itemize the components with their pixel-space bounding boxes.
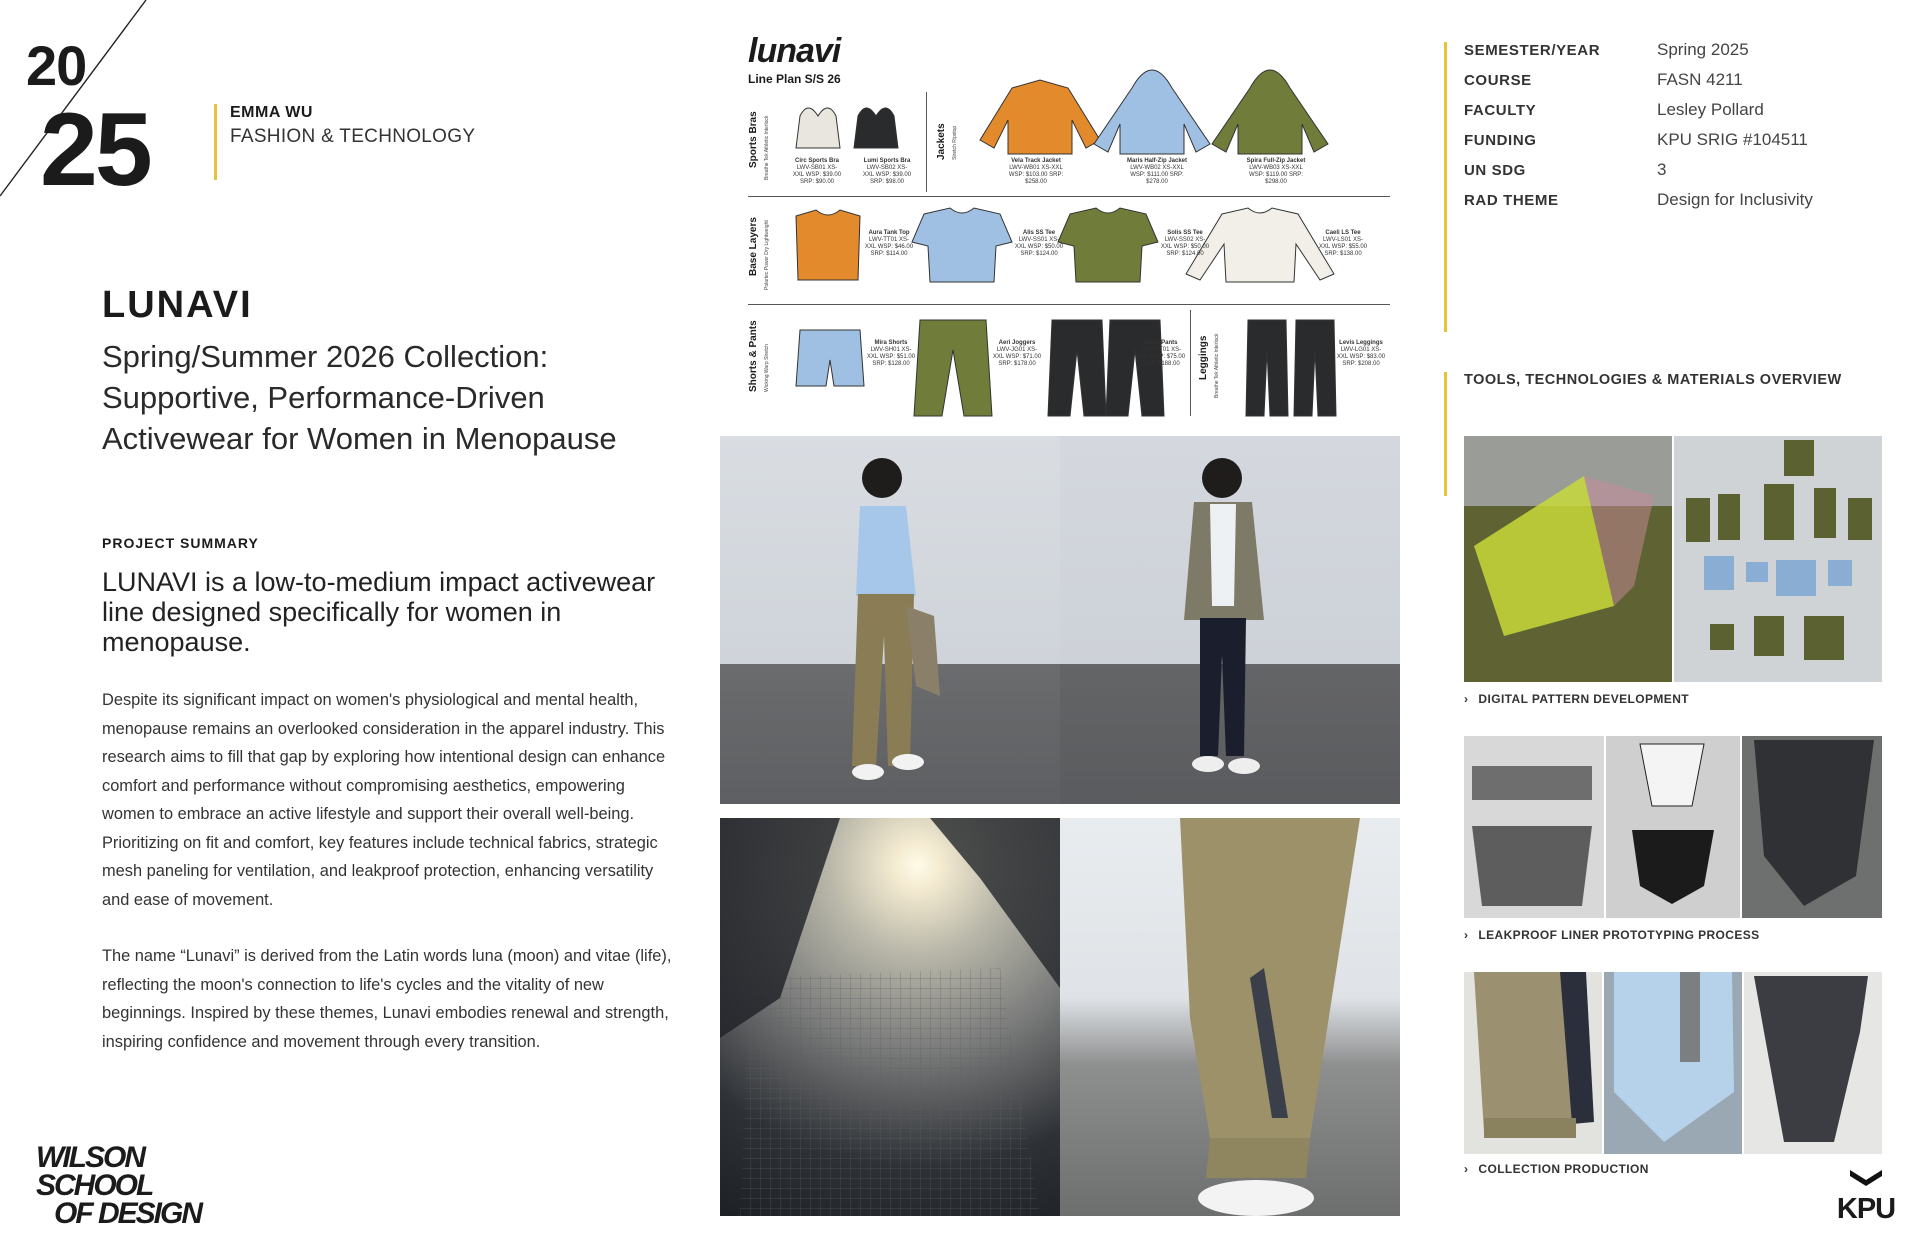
row-label-shorts-pants: Shorts & Pants [748,320,759,392]
row-fabric-jackets: Stretch Ripstop [952,125,958,160]
author-name: EMMA WU [230,104,313,121]
product-label: Vireo Pants LWV-PT01 XS-XXL WSP: $75.00 SRP: $188.00 [1136,340,1186,367]
info-key-un-sdg: UN SDG [1464,162,1526,179]
product-label: Circ Sports Bra LWV-SB01 XS-XXL WSP: $39.00 SRP: $90.00 [792,158,842,185]
caption-collection-production: › COLLECTION PRODUCTION [1464,1162,1649,1176]
bottoms-sketch [796,320,1336,416]
project-title: LUNAVI [102,284,253,326]
jogger-vent-detail-photo [1060,818,1400,1216]
year-top-digits: 20 [26,34,87,97]
kpu-crest-icon [1846,1168,1886,1190]
author-accent-bar [214,104,217,180]
info-key-faculty: FACULTY [1464,102,1537,119]
info-value-course: FASN 4211 [1657,70,1743,89]
info-key-semester: SEMESTER/YEAR [1464,42,1601,59]
tools-accent-bar [1444,372,1447,496]
product-label: Vela Track Jacket LWV-WB01 XS-XXL WSP: $103.00 SRP: $258.00 [1008,158,1064,185]
author-program: FASHION & TECHNOLOGY [230,126,476,147]
line-plan-title: Line Plan S/S 26 [748,72,841,86]
product-label: Solis SS Tee LWV-SS02 XS-XXL WSP: $50.00 SRP: $124.00 [1160,230,1210,257]
row-label-leggings: Leggings [1198,335,1209,380]
mesh-detail-photo [720,818,1060,1216]
info-value-un-sdg: 3 [1657,160,1667,179]
year-bottom-digits: 25 [40,92,150,208]
product-label: Caeli LS Tee LWV-LS01 XS-XXL WSP: $55.00 SRP: $138.00 [1318,230,1368,257]
tools-heading: TOOLS, TECHNOLOGIES & MATERIALS OVERVIEW [1464,372,1842,388]
caption-leakproof-liner: › LEAKPROOF LINER PROTOTYPING PROCESS [1464,928,1760,942]
row-fabric-sports-bras: Breathe Tek Athletic Interlock [764,115,770,180]
logo-line: OF DESIGN [54,1197,202,1230]
info-value-semester: Spring 2025 [1657,40,1749,59]
info-value-faculty: Lesley Pollard [1657,100,1764,119]
collection-production-image [1464,972,1882,1154]
summary-heading: PROJECT SUMMARY [102,535,259,551]
info-value-rad-theme: Design for Inclusivity [1657,190,1813,209]
summary-lead: LUNAVI is a low-to-medium impact activewear line designed specifically for women in menopause. [102,567,656,657]
info-key-course: COURSE [1464,72,1532,89]
sports-bra-sketch [796,108,898,148]
row-label-base-layers: Base Layers [748,217,759,276]
project-subtitle: Spring/Summer 2026 Collection: Supportive, Performance-Driven Activewear for Women in Menopause [102,339,617,456]
product-label: Aura Tank Top LWV-TT01 XS-XXL WSP: $46.00 SRP: $114.00 [864,230,914,257]
kpu-logo [1836,1168,1896,1224]
row-label-jackets: Jackets [936,123,947,160]
model-photo-tee-joggers [720,436,1060,804]
product-label: Levis Leggings LWV-LG01 XS-XXL WSP: $83.00 SRP: $208.00 [1336,340,1386,367]
row-fabric-base-layers: Polartec Power Dry Lightweight [764,220,770,290]
summary-paragraph-1: Despite its significant impact on women's physiological and mental health, menopause remains an overlooked consideration in the apparel industry. This research aims to fill that gap by exploring how intentional design can enhance comfort and performance without compromising aesthetics, empowering women to embrace an active lifestyle and support their overall well-being. Prioritizing on fit and comfort, key features include technical fabrics, strategic mesh paneling for ventilation, and leakproof protection, enhancing versatility and ease of movement. [102,691,666,909]
wilson-school-logo [36,1141,202,1230]
product-label: Spira Full-Zip Jacket LWV-WB03 XS-XXL WSP: $119.00 SRP: $298.00 [1246,158,1306,185]
row-label-sports-bras: Sports Bras [748,111,759,168]
product-label: Maris Half-Zip Jacket LWV-WB02 XS-XXL WSP: $111.00 SRP: $278.00 [1126,158,1188,185]
jacket-sketch [980,70,1328,154]
line-plan-sketches [740,30,1390,420]
product-label: Alis SS Tee LWV-SS01 XS-XXL WSP: $50.00 SRP: $124.00 [1014,230,1064,257]
product-label: Lumi Sports Bra LWV-SB02 XS-XXL WSP: $39.00 SRP: $98.00 [862,158,912,185]
info-key-funding: FUNDING [1464,132,1537,149]
caption-digital-pattern: › DIGITAL PATTERN DEVELOPMENT [1464,692,1689,706]
digital-pattern-image [1464,436,1882,682]
kpu-wordmark: KPU [1836,1193,1896,1225]
info-accent-bar [1444,42,1447,332]
logo-line: WILSON [36,1141,144,1174]
brand-logo: lunavi [748,32,841,70]
model-photo-jacket-leggings [1060,436,1400,804]
info-key-rad-theme: RAD THEME [1464,192,1559,209]
row-fabric-leggings: Breathe Tek Athletic Interlock [1214,333,1220,398]
info-value-funding: KPU SRIG #104511 [1657,130,1808,149]
logo-line: SCHOOL [36,1169,153,1202]
summary-paragraph-2: The name “Lunavi” is derived from the Latin words luna (moon) and vitae (life), reflecting the moon's connection to life's cycles and the vitality of new beginnings. Inspired by these themes, Lunavi embodies renewal and strength, inspiring confidence and movement through every transition. [102,947,672,1051]
leakproof-liner-image [1464,736,1882,918]
row-fabric-shorts-pants: Wicking Warp Stretch [764,344,770,392]
product-label: Mira Shorts LWV-SH01 XS-XXL WSP: $51.00 SRP: $128.00 [866,340,916,367]
product-label: Aeri Joggers LWV-JG01 XS-XXL WSP: $71.00 SRP: $178.00 [992,340,1042,367]
